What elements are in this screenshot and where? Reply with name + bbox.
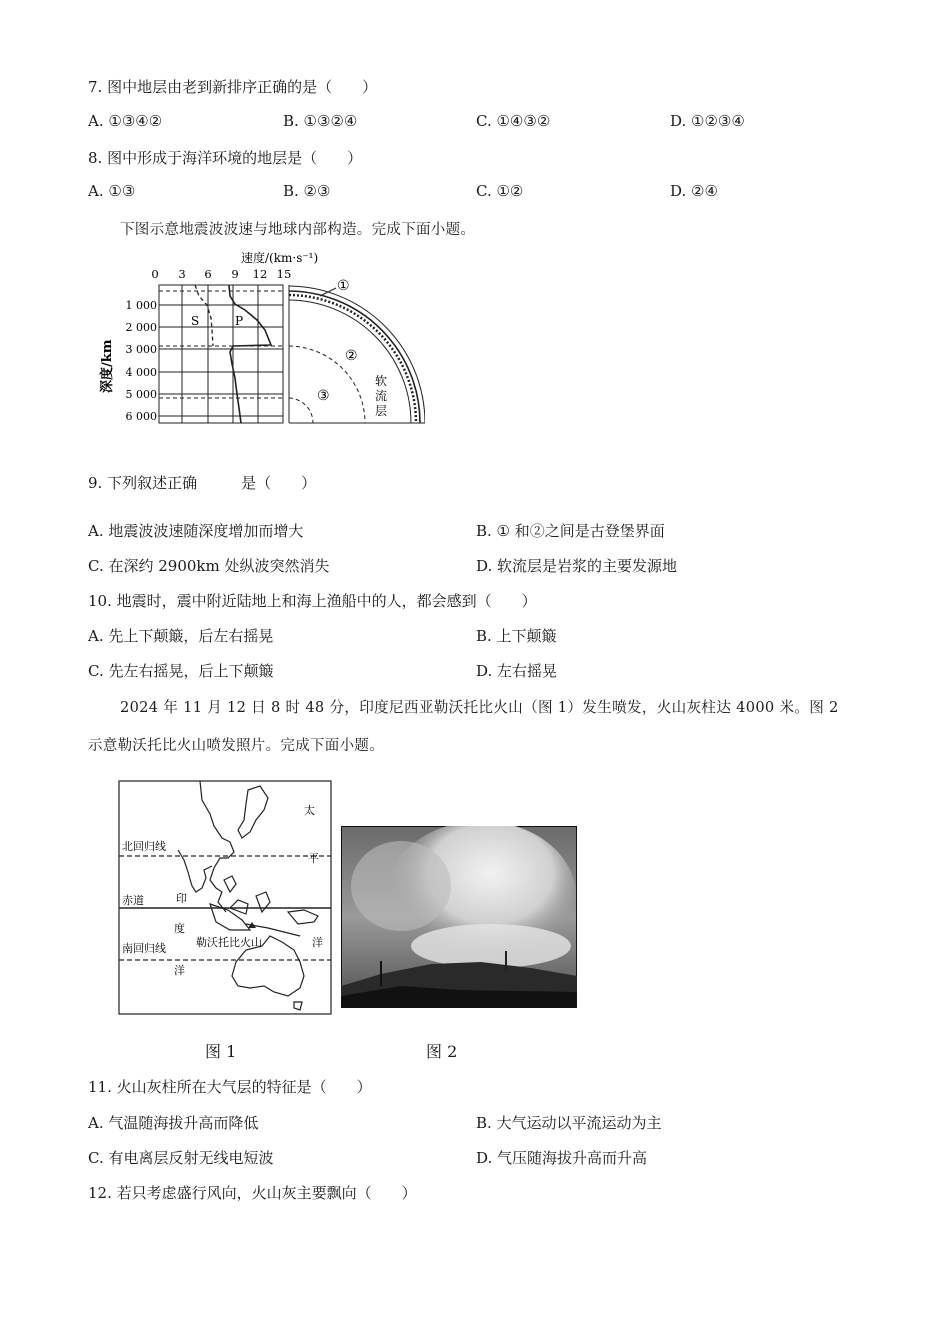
- volcano-location-map: [118, 780, 333, 1016]
- q9-option-b: B. ① 和②之间是古登堡界面: [476, 522, 665, 540]
- speed-tick: 3: [178, 267, 186, 281]
- q9-option-c: C. 在深约 2900km 处纵波突然消失: [88, 557, 330, 575]
- intro-volcano-line1: 2024 年 11 月 12 日 8 时 48 分，印度尼西亚勒沃托比火山（图 1）发生喷发，火山灰柱达 4000 米。图 2: [120, 699, 839, 716]
- depth-tick: 3 000: [125, 343, 157, 356]
- layer-2-label: ②: [345, 348, 358, 364]
- asthenosphere-label-2: 流: [375, 389, 388, 403]
- q10-option-a: A. 先上下颠簸，后左右摇晃: [88, 627, 274, 645]
- speed-tick: 6: [204, 267, 212, 281]
- equator-label: 赤道: [122, 894, 144, 907]
- q10-option-c: C. 先左右摇晃，后上下颠簸: [88, 662, 274, 680]
- q9-stem: [88, 472, 316, 493]
- q8-option-b: B. ②③: [283, 182, 331, 200]
- q9-option-a: A. 地震波波速随深度增加而增大: [88, 522, 304, 540]
- q8-option-c: C. ①②: [476, 182, 524, 200]
- depth-axis-label: 深度/km: [100, 339, 115, 393]
- indian-label-du: 度: [174, 922, 185, 935]
- p-wave-curve: [229, 285, 271, 423]
- speed-tick: 0: [151, 267, 159, 281]
- q11-option-c: C. 有电离层反射无线电短波: [88, 1149, 274, 1167]
- speed-tick: 15: [276, 267, 292, 281]
- q7-stem: 7. 图中地层由老到新排序正确的是（ ）: [88, 78, 378, 96]
- q10-stem: 10. 地震时，震中附近陆地上和海上渔船中的人，都会感到（ ）: [88, 592, 537, 610]
- q8-option-a: A. ①③: [88, 182, 136, 200]
- q10-option-b: B. 上下颠簸: [476, 627, 557, 645]
- layer-1-label: ①: [337, 278, 350, 294]
- depth-tick: 1 000: [125, 299, 157, 312]
- figure-2-caption: 图 2: [426, 1042, 458, 1061]
- tropic-of-cancer-label: 北回归线: [122, 840, 166, 853]
- intro-volcano-line2: 示意勒沃托比火山喷发照片。完成下面小题。: [88, 738, 384, 754]
- seismic-figure: [95, 248, 425, 433]
- pacific-label-tai: 太: [304, 804, 315, 817]
- q8-option-d: D. ②④: [670, 182, 718, 200]
- q7-option-a: A. ①③④②: [88, 112, 163, 130]
- q9-stem-part-b: 是（ ）: [241, 474, 317, 492]
- depth-tick: 6 000: [125, 410, 157, 423]
- indian-label-yin: 印: [176, 892, 187, 905]
- q9-stem-part-a: 9. 下列叙述正确: [88, 474, 198, 492]
- asthenosphere-label-1: 软: [375, 374, 388, 388]
- intro-seismic: 下图示意地震波波速与地球内部构造。完成下面小题。: [120, 222, 476, 238]
- q11-option-a: A. 气温随海拔升高而降低: [88, 1114, 259, 1132]
- speed-tick: 9: [231, 267, 239, 281]
- volcano-label: 勒沃托比火山: [196, 936, 262, 949]
- q7-option-d: D. ①②③④: [670, 112, 745, 130]
- q7-option-c: C. ①④③②: [476, 112, 551, 130]
- q11-option-b: B. 大气运动以平流运动为主: [476, 1114, 662, 1132]
- depth-tick: 5 000: [125, 388, 157, 401]
- q12-stem: 12. 若只考虑盛行风向，火山灰主要飘向（ ）: [88, 1184, 417, 1202]
- q9-option-d: D. 软流层是岩浆的主要发源地: [476, 557, 678, 575]
- pacific-label-yang: 洋: [312, 936, 323, 949]
- asthenosphere-label-3: 层: [375, 404, 388, 418]
- q7-option-b: B. ①③②④: [283, 112, 358, 130]
- pacific-label-ping: 平: [308, 852, 319, 865]
- q8-stem: 8. 图中形成于海洋环境的地层是（ ）: [88, 149, 363, 167]
- q10-option-d: D. 左右摇晃: [476, 662, 558, 680]
- s-wave-label: S: [191, 314, 200, 328]
- speed-depth-grid: [159, 285, 283, 423]
- speed-tick: 12: [252, 267, 268, 281]
- q11-stem: 11. 火山灰柱所在大气层的特征是（ ）: [88, 1078, 372, 1096]
- layer-3-label: ③: [317, 388, 330, 404]
- depth-tick: 2 000: [125, 321, 157, 334]
- indian-label-yang: 洋: [174, 964, 185, 977]
- speed-axis-label: 速度/(km·s⁻¹): [241, 251, 319, 265]
- tropic-of-capricorn-label: 南回归线: [122, 942, 166, 955]
- figure-1-caption: 图 1: [205, 1042, 237, 1061]
- p-wave-label: P: [235, 314, 244, 328]
- eruption-photo: [341, 826, 577, 1008]
- depth-tick: 4 000: [125, 366, 157, 379]
- q11-option-d: D. 气压随海拔升高而升高: [476, 1149, 648, 1167]
